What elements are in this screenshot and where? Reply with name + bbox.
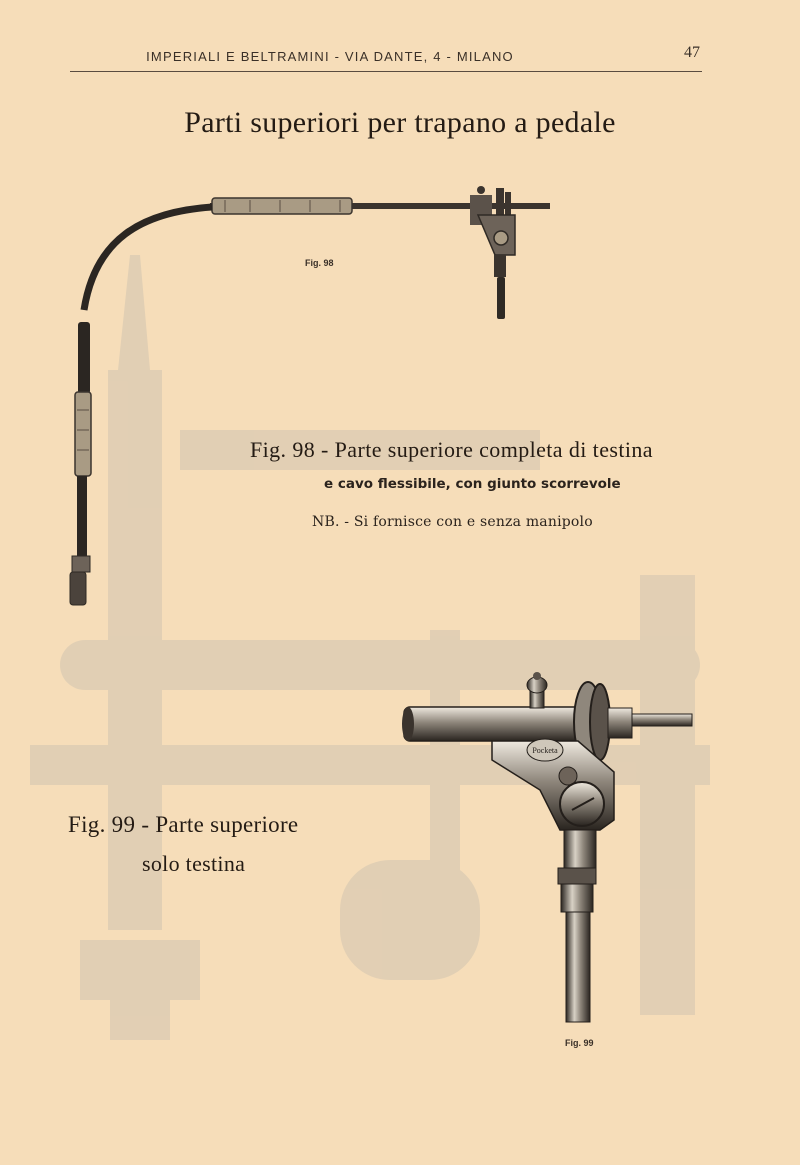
fig99-caption-line1: Fig. 99 - Parte superiore bbox=[68, 812, 299, 837]
running-header: IMPERIALI E BELTRAMINI - VIA DANTE, 4 - MILANO bbox=[146, 49, 514, 64]
fig98-label: Fig. 98 bbox=[305, 258, 334, 268]
fig98-subcaption: e cavo flessibile, con giunto scorrevole bbox=[324, 476, 621, 492]
fig99-label: Fig. 99 bbox=[565, 1038, 594, 1048]
fig98-caption: Fig. 98 - Parte superiore completa di testina bbox=[250, 437, 653, 462]
fig98-note: NB. - Si fornisce con e senza manipolo bbox=[312, 514, 593, 530]
page-number: 47 bbox=[684, 44, 700, 61]
page-title: Parti superiori per trapano a pedale bbox=[184, 106, 616, 139]
fig99-stamp: Pocketa bbox=[532, 746, 558, 755]
fig99-caption-line2: solo testina bbox=[142, 851, 246, 876]
